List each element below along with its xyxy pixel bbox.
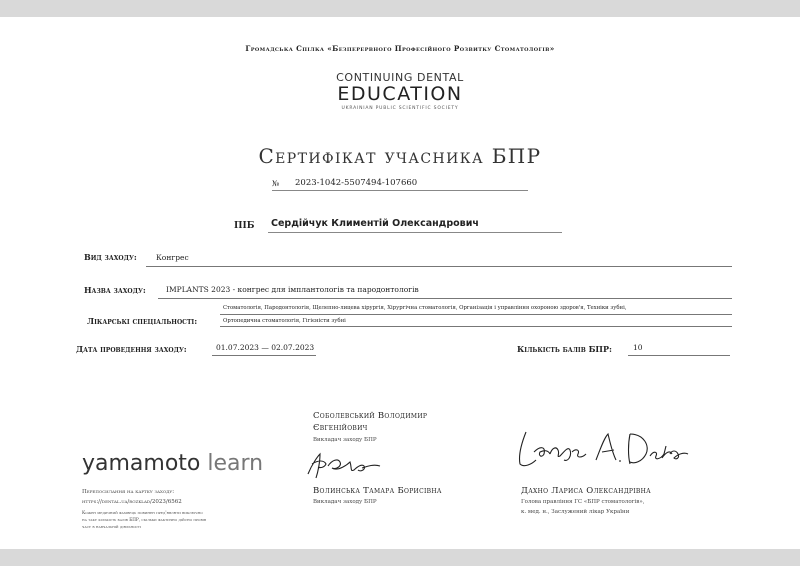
- certificate-title: Сертифікат учасника БПР: [258, 144, 542, 168]
- chair-role-line1: Голова правління ГС «БПР стоматологів»,: [521, 499, 645, 505]
- note-line-2: на таку кількість балів БПР, скільки фактично дійсно провів: [82, 517, 207, 522]
- lecturer1-name-line1: Соболевський Володимир: [313, 411, 428, 421]
- participant-label: ПІБ: [234, 221, 255, 231]
- frame-bottom-bar: [0, 549, 800, 566]
- lecturer1-role: Викладач заходу БПР: [313, 437, 377, 443]
- number-sign: №: [272, 179, 280, 188]
- specialties-label: Лікарські спеціальності:: [87, 316, 198, 326]
- lecturer1-name-line2: Євгенійович: [313, 423, 368, 433]
- organization-name: Громадська Спілка «Безперервного Професійного Розвитку Стоматологів»: [245, 44, 555, 53]
- event-link-label: Перепосилання на картку заходу:: [82, 489, 175, 495]
- chair-name: Дахно Лариса Олександрівна: [521, 486, 651, 496]
- event-type-label: Вид заходу:: [84, 252, 137, 262]
- lecturer2-name: Волинська Тамара Борисівна: [313, 486, 442, 496]
- event-type-underline: [146, 266, 732, 267]
- event-name-underline: [158, 298, 732, 299]
- participant-name: Сердійчук Климентій Олександрович: [271, 218, 479, 229]
- specialties-underline-2: [220, 326, 732, 327]
- note-line-1: Кожен медичний фахівець повинен пред'являти виключно: [82, 510, 203, 515]
- specialties-line-1: Стоматологія, Пародонтологія, Щелепно-лицева хірургія, Хірургічна стоматологія, Організація і управління охороною здоров'я, Техніки зубні,: [223, 305, 627, 311]
- note-line-3: часу в навчальній діяльності: [82, 524, 142, 529]
- chair-role-line2: к. мед. н., Заслужений лікар України: [521, 509, 630, 515]
- yamamoto-logo-main: yamamoto: [82, 451, 201, 476]
- points-underline: [628, 355, 730, 356]
- logo-line-2: EDUCATION: [337, 83, 463, 105]
- logo-line-1: CONTINUING DENTAL: [336, 71, 464, 84]
- event-type-value: Конгрес: [156, 253, 189, 262]
- logo-line-3: UKRAINIAN PUBLIC SCIENTIFIC SOCIETY: [341, 106, 459, 111]
- event-name-value: IMPLANTS 2023 - конгрес для імплантологів та пародонтологів: [166, 285, 419, 294]
- date-value: 01.07.2023 — 02.07.2023: [216, 343, 315, 352]
- yamamoto-logo-light: learn: [207, 451, 264, 476]
- lecturer2-role: Викладач заходу БПР: [313, 499, 377, 505]
- chair-signature-icon: [512, 424, 692, 472]
- points-value: 10: [633, 343, 643, 352]
- event-link-url[interactable]: https://dental.ua/rozklad/2023/6562: [82, 499, 182, 505]
- specialties-underline-1: [220, 314, 732, 315]
- cde-logo: [320, 72, 480, 111]
- points-label: Кількість балів БПР:: [517, 344, 612, 354]
- date-underline: [212, 355, 316, 356]
- certificate-number: 2023-1042-5507494-107660: [295, 178, 418, 188]
- event-name-label: Назва заходу:: [84, 285, 146, 295]
- yamamoto-learn-logo: [82, 451, 263, 476]
- date-label: Дата проведення заходу:: [76, 344, 187, 354]
- frame-top-bar: [0, 0, 800, 17]
- specialties-line-2: Ортопедична стоматологія, Гігієністи зубні: [223, 318, 346, 324]
- lecturer2-signature-icon: [298, 446, 388, 482]
